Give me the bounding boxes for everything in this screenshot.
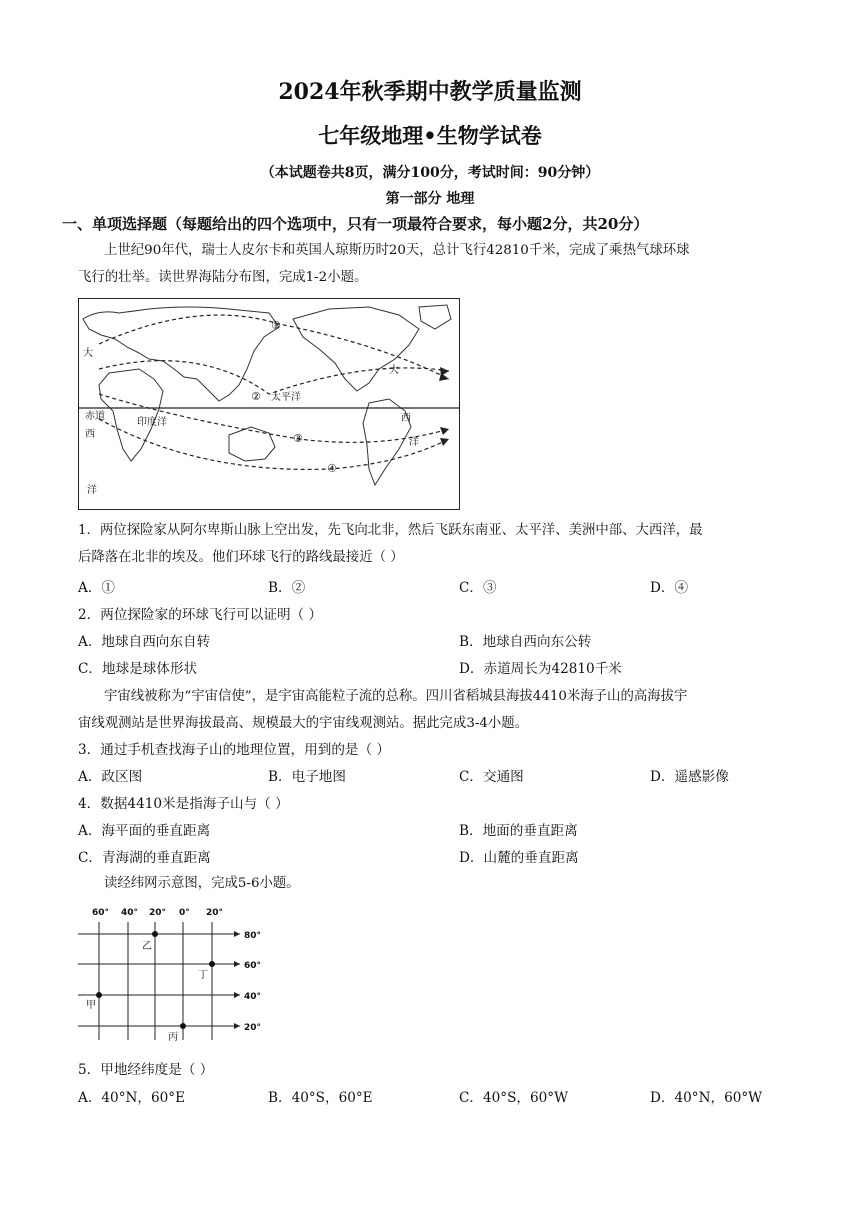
lon-label-0: 0° (179, 908, 190, 918)
exam-info: （本试题卷共8页，满分100分，考试时间：90分钟） (260, 165, 600, 181)
route-4-marker: ④ (327, 462, 337, 475)
q1-option-b: B．② (268, 580, 306, 596)
q1-option-d: D．④ (650, 580, 689, 596)
route-3-marker: ③ (293, 432, 303, 445)
greenland-outline (419, 305, 451, 329)
point-jia-dot (96, 992, 102, 998)
world-map-svg (79, 299, 459, 509)
australia-outline (229, 427, 275, 461)
section-heading: 一、单项选择题（每题给出的四个选项中，只有一项最符合要求，每小题2分，共20分） (62, 215, 649, 233)
q2-option-a: A．地球自西向东自转 (78, 634, 211, 650)
q2-option-c: C．地球是球体形状 (78, 661, 198, 677)
africa-outline (99, 369, 163, 461)
part-heading: 第一部分 地理 (385, 191, 475, 207)
point-yi-label: 乙 (142, 941, 152, 952)
passage-2-line-1: 宇宙线被称为“宇宙信使”，是宇宙高能粒子流的总称。四川省稻城县海拔4410米海子山的高海拔宇 (104, 689, 688, 704)
parallel-40-arrow (234, 992, 240, 998)
question-5-stem: 5．甲地经纬度是（ ） (78, 1062, 214, 1078)
lat-label-20: 20° (244, 1023, 262, 1033)
page-title: 2024年秋季期中教学质量监测 (278, 79, 582, 105)
q5-option-a: A．40°N，60°E (78, 1090, 186, 1106)
q4-option-b: B．地面的垂直距离 (459, 823, 578, 839)
map-label-indian-ocean: 印度洋 (137, 417, 167, 428)
lon-label-20w: 20° (149, 908, 167, 918)
route-2-arrow (440, 367, 449, 376)
point-yi-dot (152, 931, 158, 937)
point-ding-dot (209, 961, 215, 967)
lat-label-60: 60° (244, 961, 262, 971)
parallel-60-arrow (234, 961, 240, 967)
lat-label-40: 40° (244, 992, 262, 1002)
point-bing-dot (180, 1023, 186, 1029)
point-jia-label: 甲 (86, 1000, 96, 1011)
point-bing-label: 丙 (168, 1032, 178, 1043)
q1-option-c: C．③ (459, 580, 497, 596)
lon-label-40: 40° (121, 908, 139, 918)
q3-option-b: B．电子地图 (268, 769, 346, 785)
question-2-stem: 2．两位探险家的环球飞行可以证明（ ） (78, 607, 323, 623)
q3-option-a: A．政区图 (78, 769, 143, 785)
parallel-20-arrow (234, 1023, 240, 1029)
question-1-line-1: 1．两位探险家从阿尔卑斯山脉上空出发，先飞向北非，然后飞跃东南亚、太平洋、美洲中部、大西洋，最 (78, 523, 703, 538)
passage-2 (78, 683, 790, 737)
question-1-stem (78, 517, 790, 571)
map-label-yang-2: 洋 (87, 485, 97, 496)
exam-subtitle: 七年级地理•生物学试卷 (318, 123, 542, 148)
passage-1 (78, 237, 790, 291)
question-3-stem: 3．通过手机查找海子山的地理位置，用到的是（ ） (78, 742, 391, 758)
lon-label-20e: 20° (206, 908, 224, 918)
parallel-80-arrow (234, 931, 240, 937)
route-1-arrow (439, 373, 449, 381)
passage-1-line-1: 上世纪90年代，瑞士人皮尔卡和英国人琼斯历时20天，总计飞行42810千米，完成了乘热气球环球 (104, 243, 690, 258)
lat-label-80: 80° (244, 931, 262, 941)
passage-2-line-2: 宙线观测站是世界海拔最高、规模最大的宇宙线观测站。据此完成3-4小题。 (78, 716, 529, 731)
q4-option-a: A．海平面的垂直距离 (78, 823, 211, 839)
map-label-equator: 赤道 (85, 411, 105, 422)
route-2-marker: ② (251, 390, 261, 403)
route-4-arrow (440, 438, 449, 446)
q5-option-c: C．40°S，60°W (459, 1090, 569, 1106)
map-label-da-1: 大 (83, 348, 93, 359)
passage-3-line-1: 读经纬网示意图，完成5-6小题。 (104, 876, 300, 891)
map-label-xi-1: 西 (85, 429, 95, 440)
q3-option-c: C．交通图 (459, 769, 524, 785)
q2-option-b: B．地球自西向东公转 (459, 634, 592, 650)
map-label-xi-2: 西 (401, 413, 411, 424)
north-america-outline (293, 307, 419, 391)
map-label-da-2: 大 (389, 365, 399, 376)
q5-option-b: B．40°S，60°E (268, 1090, 373, 1106)
map-label-yang-1: 洋 (409, 437, 419, 448)
europe-asia-outline (83, 307, 279, 401)
question-1-line-2: 后降落在北非的埃及。他们环球飞行的路线最接近（ ） (78, 550, 404, 565)
q3-option-d: D．遥感影像 (650, 769, 729, 785)
lon-label-60: 60° (92, 908, 110, 918)
map-label-pacific: 太平洋 (271, 392, 301, 403)
q4-option-c: C．青海湖的垂直距离 (78, 850, 211, 866)
question-4-stem: 4．数据4410米是指海子山与（ ） (78, 796, 289, 812)
graticule-svg (78, 904, 278, 1044)
passage-1-line-2: 飞行的壮举。读世界海陆分布图，完成1-2小题。 (78, 270, 368, 285)
graticule-figure (78, 904, 278, 1044)
point-ding-label: 丁 (198, 970, 208, 981)
route-3-arrow (440, 427, 449, 435)
q4-option-d: D．山麓的垂直距离 (459, 850, 579, 866)
passage-3 (78, 870, 790, 897)
route-1-marker: ① (271, 319, 281, 332)
world-map-figure (78, 298, 460, 510)
q2-option-d: D．赤道周长为42810千米 (459, 661, 622, 677)
q5-option-d: D．40°N，60°W (650, 1090, 763, 1106)
q1-option-a: A．① (78, 580, 116, 596)
